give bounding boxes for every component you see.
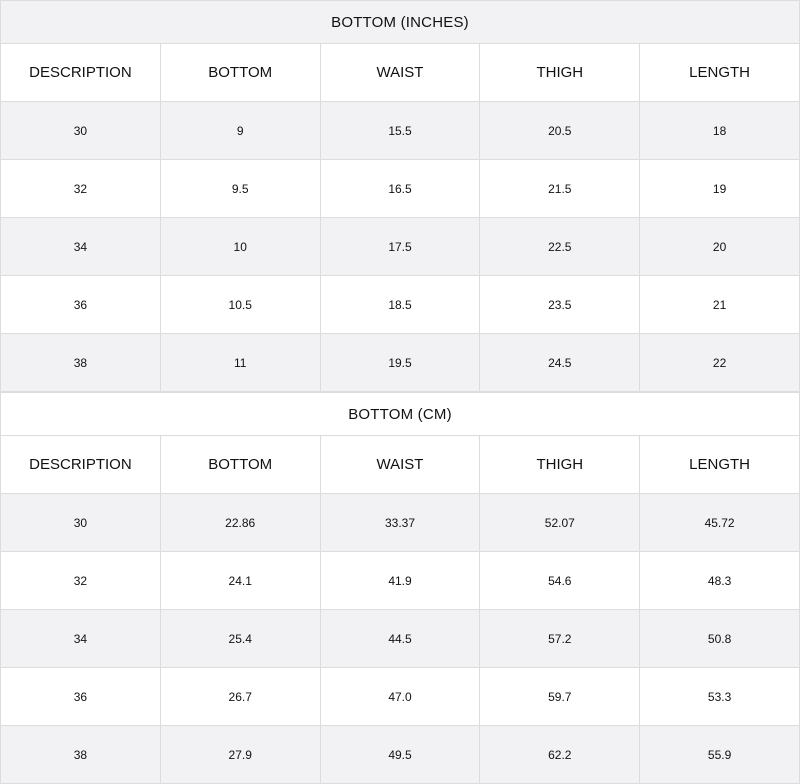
table-cell: 52.07 [480, 494, 640, 552]
table-title-row [1, 1, 800, 44]
column-header-length: LENGTH [640, 44, 800, 102]
table-cell: 9.5 [160, 160, 320, 218]
table-cell: 22 [640, 334, 800, 392]
table-row [1, 334, 800, 392]
table-cell: 44.5 [320, 610, 480, 668]
table-cell: 36 [1, 276, 161, 334]
column-header-bottom: BOTTOM [160, 44, 320, 102]
table-cell: 36 [1, 668, 161, 726]
table-cell: 16.5 [320, 160, 480, 218]
table-cell: 11 [160, 334, 320, 392]
table-cell: 34 [1, 610, 161, 668]
table-title-row [1, 393, 800, 436]
table-cell: 9 [160, 102, 320, 160]
table-cell: 34 [1, 218, 161, 276]
table-cell: 48.3 [640, 552, 800, 610]
table-row [1, 102, 800, 160]
table-row [1, 276, 800, 334]
table-cell: 25.4 [160, 610, 320, 668]
table-row [1, 668, 800, 726]
table-cell: 21.5 [480, 160, 640, 218]
table-cell: 18.5 [320, 276, 480, 334]
table-row [1, 160, 800, 218]
column-header-description: DESCRIPTION [1, 436, 161, 494]
table-cell: 38 [1, 726, 161, 784]
column-header-description: DESCRIPTION [1, 44, 161, 102]
table-header-row [1, 436, 800, 494]
table-cell: 10.5 [160, 276, 320, 334]
table-title: BOTTOM (CM) [1, 393, 800, 436]
table-cell: 10 [160, 218, 320, 276]
table-cell: 23.5 [480, 276, 640, 334]
table-cell: 27.9 [160, 726, 320, 784]
table-cell: 24.1 [160, 552, 320, 610]
table-cell: 22.86 [160, 494, 320, 552]
column-header-thigh: THIGH [480, 436, 640, 494]
table-cell: 20.5 [480, 102, 640, 160]
table-cell: 38 [1, 334, 161, 392]
table-cell: 62.2 [480, 726, 640, 784]
table-cell: 54.6 [480, 552, 640, 610]
table-cell: 32 [1, 160, 161, 218]
table-cell: 19 [640, 160, 800, 218]
table-row [1, 726, 800, 784]
table-cell: 19.5 [320, 334, 480, 392]
table-cell: 15.5 [320, 102, 480, 160]
column-header-bottom: BOTTOM [160, 436, 320, 494]
table-cell: 45.72 [640, 494, 800, 552]
table-cell: 57.2 [480, 610, 640, 668]
table-row [1, 218, 800, 276]
table-cell: 20 [640, 218, 800, 276]
table-row [1, 552, 800, 610]
table-cell: 30 [1, 494, 161, 552]
size-table-cm [0, 392, 800, 784]
table-title: BOTTOM (INCHES) [1, 1, 800, 44]
table-cell: 41.9 [320, 552, 480, 610]
table-header-row [1, 44, 800, 102]
table-cell: 17.5 [320, 218, 480, 276]
table-cell: 21 [640, 276, 800, 334]
table-cell: 55.9 [640, 726, 800, 784]
table-cell: 26.7 [160, 668, 320, 726]
table-cell: 18 [640, 102, 800, 160]
table-cell: 24.5 [480, 334, 640, 392]
column-header-waist: WAIST [320, 44, 480, 102]
table-cell: 22.5 [480, 218, 640, 276]
table-cell: 47.0 [320, 668, 480, 726]
table-cell: 49.5 [320, 726, 480, 784]
table-cell: 32 [1, 552, 161, 610]
table-row [1, 610, 800, 668]
column-header-thigh: THIGH [480, 44, 640, 102]
table-cell: 33.37 [320, 494, 480, 552]
column-header-waist: WAIST [320, 436, 480, 494]
table-cell: 30 [1, 102, 161, 160]
table-cell: 53.3 [640, 668, 800, 726]
column-header-length: LENGTH [640, 436, 800, 494]
table-cell: 59.7 [480, 668, 640, 726]
table-row [1, 494, 800, 552]
table-cell: 50.8 [640, 610, 800, 668]
